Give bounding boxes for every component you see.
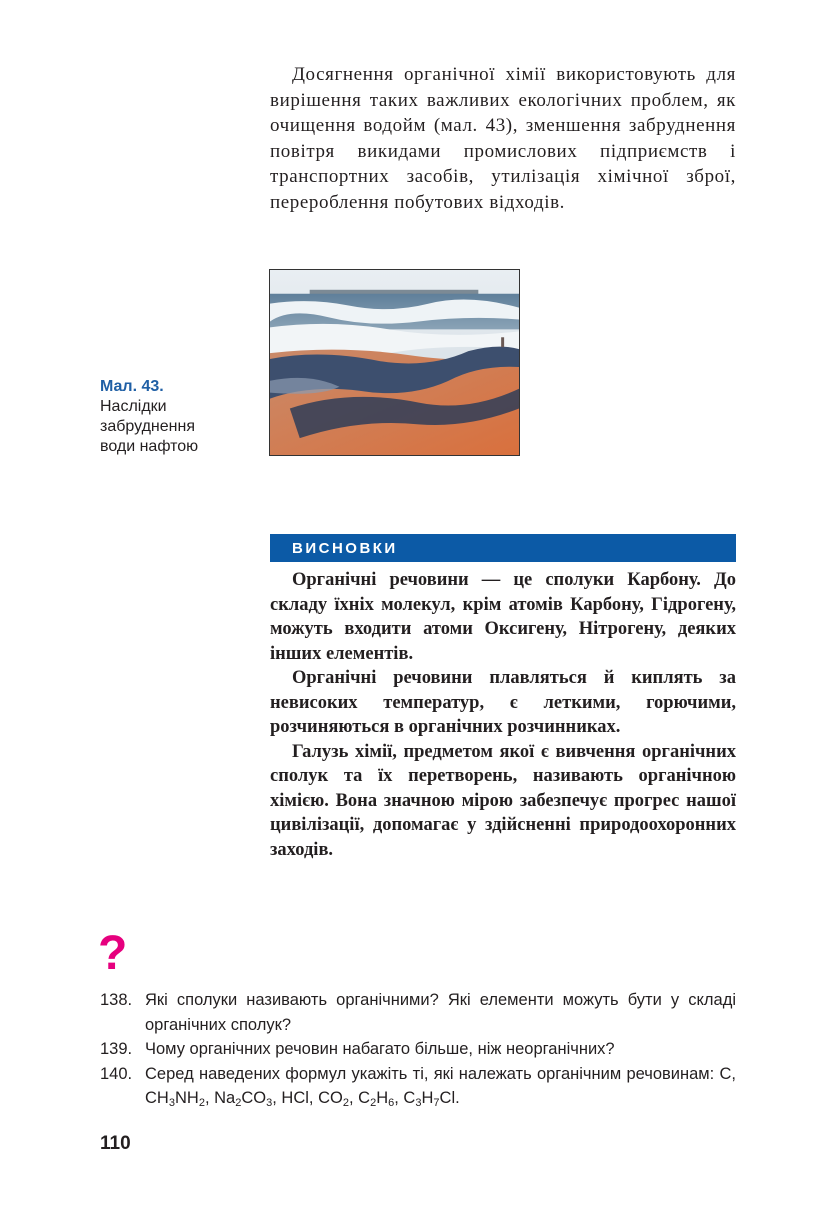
chemical-formula: $C_2H_6$ [358, 1089, 395, 1109]
figure-caption [100, 377, 260, 457]
question-number: 139. [100, 1040, 133, 1058]
questions-list [100, 988, 736, 1111]
question-text: Які сполуки називають органічними? Які елементи можуть бути у складі органічних сполук? [145, 991, 736, 1034]
conclusions-body [270, 568, 736, 862]
question-text-lead: Серед наведених формул укажіть ті, які належать органічним речовинам: [145, 1064, 720, 1083]
question-number: 140. [100, 1064, 133, 1083]
conclusion-paragraph: Галузь хімії, предметом якої є вивчення органічних сполук та їх перетворень, називають органічною хімією. Вона значною мірою забезпечує прогрес нашої цивілізації, допомагає у здійсненні природоохоронних заходів. [270, 741, 736, 860]
question-number: 138. [100, 991, 133, 1009]
question-text: Чому органічних речовин набагато більше, ніж неорганічних? [145, 1040, 615, 1058]
oil-pollution-photo [269, 269, 520, 456]
chemical-formula: C [719, 1064, 732, 1083]
chemical-formula: $CH_3NH_2$ [145, 1089, 205, 1109]
chemical-formula: $Na_2CO_3$ [214, 1089, 273, 1109]
question-item [100, 1037, 736, 1062]
question-item [100, 1062, 736, 1111]
intro-paragraph: Досягнення органічної хімії використовують для вирішення таких важливих екологічних проблем, як очищення водойм (мал. 43), зменшення забруднення повітря викидами промислових підприємств і транспортних засобів, утилізація хімічної зброї, перероблення побутових відходів. [270, 64, 736, 213]
conclusion-paragraph: Органічні речовини плавляться й киплять за невисоких температур, є леткими, горючими, розчиняються в органічних розчинниках. [270, 668, 736, 737]
chemical-formula: $CO_2$ [318, 1089, 349, 1109]
formula-list: C, $CH_3NH_2$, $Na_2CO_3$, HCl, $CO_2$, $C_2H_6$, $C_3H_7Cl$ [145, 1064, 736, 1109]
question-text [145, 1062, 736, 1111]
conclusions-heading: ВИСНОВКИ [270, 534, 736, 562]
figure-caption-text: Наслідки забруднення води нафтою [100, 398, 199, 455]
chemical-formula: HCl [281, 1089, 309, 1107]
question-item [100, 988, 736, 1037]
conclusion-paragraph: Органічні речовини — це сполуки Карбону. До складу їхніх молекул, крім атомів Карбону, Гідрогену, можуть входити атоми Оксигену, Нітрогену, деяких інших елементів. [270, 570, 736, 664]
chemical-formula: $C_3H_7Cl$ [403, 1089, 456, 1109]
question-text-end: . [455, 1089, 460, 1107]
page-number: 110 [100, 1133, 131, 1154]
question-mark-icon: ? [98, 927, 128, 980]
figure-number: Мал. 43. [100, 378, 164, 395]
